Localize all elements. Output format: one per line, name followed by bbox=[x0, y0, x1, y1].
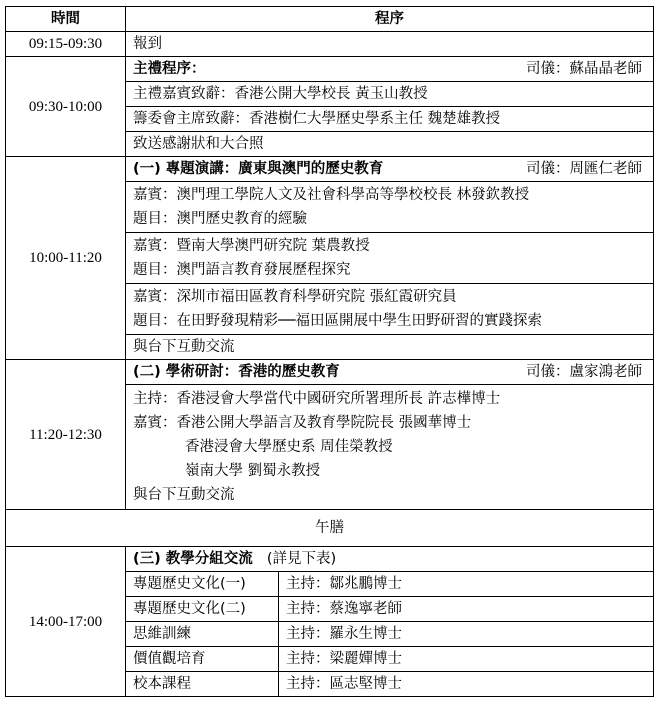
group-chair: 主持：羅永生博士 bbox=[279, 622, 654, 647]
time-cell: 09:15-09:30 bbox=[6, 32, 126, 57]
section-title-cell bbox=[126, 547, 654, 572]
header-row bbox=[6, 7, 654, 32]
talk-guest: 嘉賓：澳門理工學院人文及社會科學高等學校校長 林發欽教授 bbox=[133, 187, 530, 203]
program-item: 與台下互動交流 bbox=[126, 335, 654, 360]
panel-cell bbox=[126, 385, 654, 510]
group-row bbox=[126, 672, 653, 697]
group-chair: 主持：蔡逸寧老師 bbox=[279, 597, 654, 622]
talk-topic: 題目：澳門歷史教育的經驗 bbox=[133, 211, 307, 227]
groups-cell bbox=[126, 572, 654, 697]
header-program: 程序 bbox=[126, 7, 654, 32]
talk-topic: 題目：在田野發現精彩──福田區開展中學生田野研習的實踐探索 bbox=[133, 313, 542, 329]
group-name: 價值觀培育 bbox=[126, 647, 279, 672]
group-row bbox=[126, 647, 653, 672]
time-cell: 10:00-11:20 bbox=[6, 157, 126, 360]
section-title-cell bbox=[126, 57, 654, 82]
section-title: 主禮程序： bbox=[133, 61, 206, 77]
talk-guest: 嘉賓：深圳市福田區教育科學研究院 張紅霞研究員 bbox=[133, 289, 457, 305]
group-row bbox=[126, 622, 653, 647]
time-cell: 14:00-17:00 bbox=[6, 547, 126, 697]
group-name: 思維訓練 bbox=[126, 622, 279, 647]
section-title: (一) 專題演講：廣東與澳門的歷史教育 bbox=[133, 161, 384, 177]
emcee-label: 司儀：蘇晶晶老師 bbox=[526, 61, 642, 77]
section-note: (詳見下表) bbox=[266, 551, 337, 567]
talk-cell bbox=[126, 233, 654, 284]
group-name: 專題歷史文化(一) bbox=[126, 572, 279, 597]
section-title-cell bbox=[126, 360, 654, 385]
panel-guest: 嶺南大學 劉蜀永教授 bbox=[185, 463, 321, 479]
table-row bbox=[6, 510, 654, 547]
section-title: (三) 教學分組交流 bbox=[133, 551, 253, 567]
time-cell: 11:20-12:30 bbox=[6, 360, 126, 510]
table-row bbox=[6, 360, 654, 385]
table-row bbox=[6, 547, 654, 572]
panel-chair: 主持：香港浸會大學當代中國研究所署理所長 許志樺博士 bbox=[133, 391, 501, 407]
group-name: 校本課程 bbox=[126, 672, 279, 697]
panel-guest: 香港浸會大學歷史系 周佳榮教授 bbox=[185, 439, 393, 455]
program-item: 籌委會主席致辭：香港樹仁大學歷史學系主任 魏楚雄教授 bbox=[126, 107, 654, 132]
lunch-cell: 午膳 bbox=[6, 510, 654, 547]
talk-topic: 題目：澳門語言教育發展歷程探究 bbox=[133, 262, 351, 278]
group-row bbox=[126, 597, 653, 622]
program-item: 報到 bbox=[126, 32, 654, 57]
group-chair: 主持：區志堅博士 bbox=[286, 676, 402, 692]
table-row bbox=[6, 57, 654, 82]
panel-qa: 與台下互動交流 bbox=[133, 487, 235, 503]
section-title-cell bbox=[126, 157, 654, 182]
talk-cell bbox=[126, 284, 654, 335]
talk-cell bbox=[126, 182, 654, 233]
emcee-label: 司儀：盧家鴻老師 bbox=[526, 364, 642, 380]
talk-guest: 嘉賓：暨南大學澳門研究院 葉農教授 bbox=[133, 238, 370, 254]
groups-table bbox=[126, 572, 653, 696]
program-item: 致送感謝狀和大合照 bbox=[126, 132, 654, 157]
header-time: 時間 bbox=[6, 7, 126, 32]
emcee-label: 司儀：周匯仁老師 bbox=[526, 161, 642, 177]
group-chair: 主持：鄒兆鵬博士 bbox=[279, 572, 654, 597]
table-row bbox=[6, 157, 654, 182]
table-row bbox=[6, 32, 654, 57]
section-title: (二) 學術研討：香港的歷史教育 bbox=[133, 364, 340, 380]
schedule-table bbox=[5, 6, 654, 697]
time-cell: 09:30-10:00 bbox=[6, 57, 126, 157]
group-name: 專題歷史文化(二) bbox=[126, 597, 279, 622]
panel-guest: 嘉賓：香港公開大學語言及教育學院院長 張國華博士 bbox=[133, 415, 472, 431]
group-chair: 主持：梁麗嬋博士 bbox=[279, 647, 654, 672]
group-row bbox=[126, 572, 653, 597]
program-item: 主禮嘉賓致辭：香港公開大學校長 黃玉山教授 bbox=[126, 82, 654, 107]
